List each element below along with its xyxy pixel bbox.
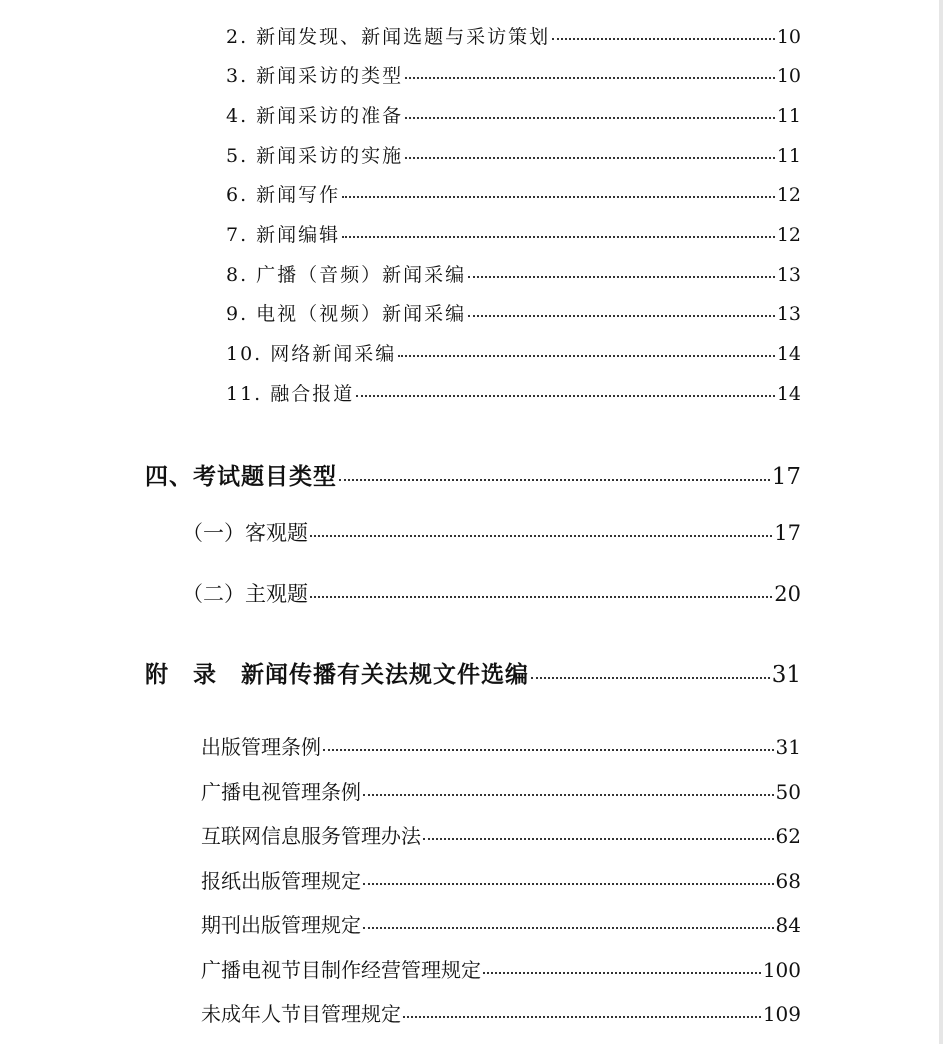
toc-section-label: 四、考试题目类型	[145, 463, 337, 490]
dot-leader	[468, 315, 775, 317]
toc-entry-label: 4. 新闻采访的准备	[226, 105, 404, 127]
toc-entry[interactable]	[226, 147, 801, 166]
toc-entry[interactable]	[226, 345, 801, 364]
dot-leader	[339, 479, 770, 481]
toc-entry[interactable]	[201, 782, 801, 802]
dot-leader	[531, 677, 770, 679]
toc-appendix-page: 31	[771, 662, 801, 688]
toc-entry-label: 5. 新闻采访的实施	[226, 145, 404, 167]
toc-entry-page: 17	[774, 521, 801, 545]
toc-entry-page: 13	[776, 303, 801, 325]
toc-entry-label: （二）主观题	[182, 582, 308, 606]
toc-entry-label: 8. 广播（音频）新闻采编	[226, 264, 467, 286]
toc-entry-label: 6. 新闻写作	[226, 184, 341, 206]
toc-entry[interactable]	[182, 523, 801, 544]
toc-entry-page: 50	[775, 780, 801, 804]
toc-entry-page: 62	[775, 824, 801, 848]
toc-entry-label: 互联网信息服务管理办法	[201, 824, 421, 848]
dot-leader	[323, 749, 774, 751]
toc-entry[interactable]	[201, 737, 801, 757]
toc-entry-label: 广播电视管理条例	[201, 780, 361, 804]
dot-leader	[363, 794, 774, 796]
toc-entry-label: 出版管理条例	[201, 735, 321, 759]
toc-entry[interactable]	[226, 385, 801, 404]
dot-leader	[483, 972, 761, 974]
dot-leader	[356, 395, 775, 397]
dot-leader	[423, 838, 774, 840]
dot-leader	[403, 1016, 761, 1018]
toc-section-heading[interactable]	[145, 465, 801, 489]
toc-entry[interactable]	[226, 186, 801, 205]
toc-entry-label: 10. 网络新闻采编	[226, 343, 397, 365]
toc-entry-page: 14	[776, 343, 801, 365]
toc-section-page: 17	[771, 464, 801, 490]
toc-entry-page: 13	[776, 264, 801, 286]
toc-entry[interactable]	[226, 305, 801, 324]
toc-entry-label: （一）客观题	[182, 521, 308, 545]
toc-entry-page: 12	[776, 224, 801, 246]
toc-entry-page: 11	[776, 105, 801, 127]
toc-entry-page: 68	[775, 869, 801, 893]
toc-entry-label: 7. 新闻编辑	[226, 224, 341, 246]
toc-entry-page: 100	[762, 958, 801, 982]
toc-entry[interactable]	[182, 584, 801, 605]
toc-entry-page: 20	[774, 582, 801, 606]
dot-leader	[342, 236, 775, 238]
toc-entry-label: 3. 新闻采访的类型	[226, 65, 404, 87]
dot-leader	[398, 355, 775, 357]
toc-entry[interactable]	[201, 960, 801, 980]
toc-entry[interactable]	[226, 28, 801, 47]
toc-entry[interactable]	[226, 67, 801, 86]
toc-entry[interactable]	[201, 915, 801, 935]
toc-entry-page: 11	[776, 145, 801, 167]
toc-entry-page: 84	[775, 913, 801, 937]
dot-leader	[405, 157, 775, 159]
toc-appendix-heading[interactable]	[145, 663, 801, 687]
toc-entry[interactable]	[201, 1004, 801, 1024]
toc-entry[interactable]	[201, 871, 801, 891]
toc-entry[interactable]	[226, 107, 801, 126]
toc-entry-label: 报纸出版管理规定	[201, 869, 361, 893]
toc-entry-label: 期刊出版管理规定	[201, 913, 361, 937]
dot-leader	[363, 927, 774, 929]
dot-leader	[405, 117, 775, 119]
toc-entry-label: 9. 电视（视频）新闻采编	[226, 303, 467, 325]
dot-leader	[342, 196, 775, 198]
toc-entry-page: 10	[776, 26, 801, 48]
toc-entry-page: 31	[775, 735, 801, 759]
toc-appendix-label: 附 录 新闻传播有关法规文件选编	[145, 661, 529, 688]
toc-entry-label: 未成年人节目管理规定	[201, 1002, 401, 1026]
dot-leader	[310, 596, 772, 598]
page-edge	[939, 0, 943, 1044]
toc-entry[interactable]	[201, 826, 801, 846]
dot-leader	[468, 276, 775, 278]
dot-leader	[363, 883, 774, 885]
toc-entry[interactable]	[226, 226, 801, 245]
toc-entry-page: 109	[762, 1002, 801, 1026]
dot-leader	[405, 77, 775, 79]
toc-entry-label: 2. 新闻发现、新闻选题与采访策划	[226, 26, 551, 48]
toc-entry-page: 14	[776, 383, 801, 405]
toc-entry-page: 10	[776, 65, 801, 87]
dot-leader	[310, 535, 772, 537]
dot-leader	[552, 38, 775, 40]
toc-entry[interactable]	[226, 266, 801, 285]
toc-entry-label: 11. 融合报道	[226, 383, 355, 405]
toc-entry-page: 12	[776, 184, 801, 206]
toc-entry-label: 广播电视节目制作经营管理规定	[201, 958, 481, 982]
